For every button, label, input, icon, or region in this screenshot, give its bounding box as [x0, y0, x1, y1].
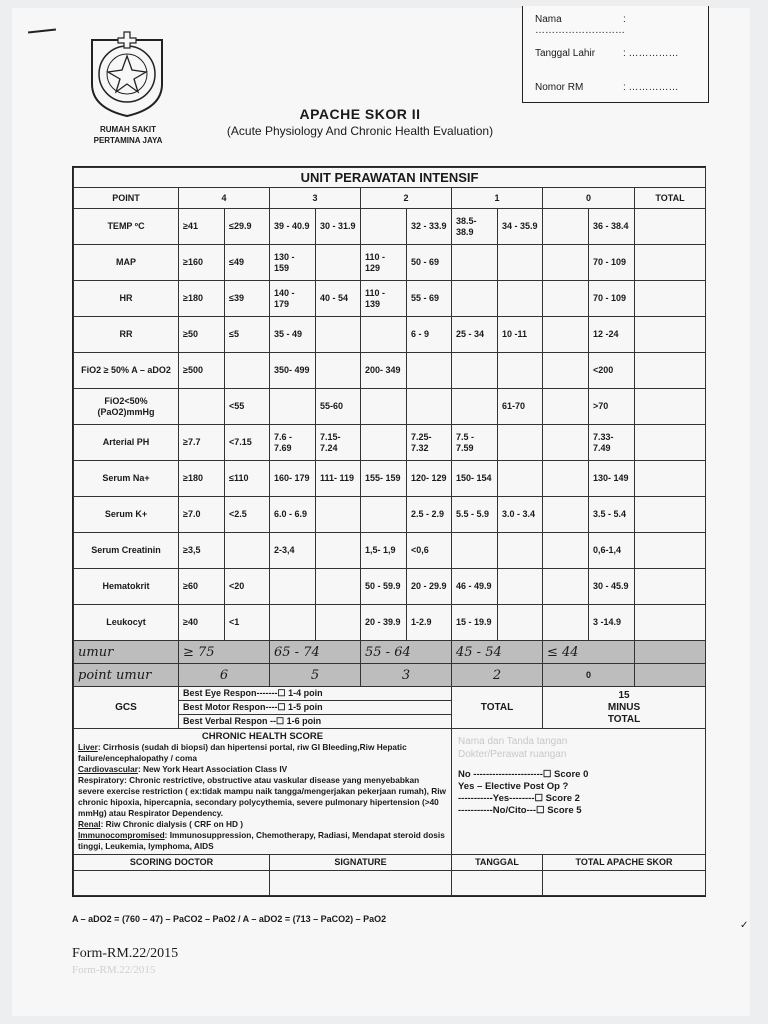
- form-code-ghost: Form-RM.22/2015: [72, 964, 156, 976]
- range-cell: ≥500: [179, 353, 225, 389]
- range-cell: 25 - 34: [452, 317, 498, 353]
- range-cell: ≤49: [225, 245, 270, 281]
- parameter-label: Serum Na+: [74, 461, 179, 497]
- range-cell: [316, 497, 361, 533]
- aado2-formula: A – aDO2 = (760 – 47) – PaCO2 – PaO2 / A – aDO2 = (713 – PaCO2) – PaO2: [72, 914, 387, 924]
- minus-line-1: 15: [618, 689, 630, 701]
- age-2: 55 - 64: [361, 641, 452, 664]
- range-cell: 55 - 69: [407, 281, 452, 317]
- range-cell: 6 - 9: [407, 317, 452, 353]
- range-cell: 5.5 - 5.9: [452, 497, 498, 533]
- range-cell: [361, 497, 407, 533]
- hospital-logo: [84, 26, 170, 118]
- chronic-score-panel: [452, 729, 706, 855]
- row-total-cell[interactable]: [635, 281, 706, 317]
- immuno-criteria: [78, 830, 447, 852]
- parameter-label: Serum Creatinin: [74, 533, 179, 569]
- range-cell: 40 - 54: [316, 281, 361, 317]
- score-yes-question: Yes – Elective Post Op ?: [458, 781, 569, 792]
- signature-field[interactable]: [270, 871, 452, 896]
- col-1: 1: [452, 188, 543, 209]
- hospital-line-2: PERTAMINA JAYA: [93, 136, 163, 145]
- score-no-cito[interactable]: -----------No/Cito---☐ Score 5: [458, 805, 582, 816]
- range-cell: 130 - 159: [270, 245, 316, 281]
- age-point-label: point umur: [74, 664, 179, 687]
- cardio-heading: Cardiovascular: [78, 764, 138, 774]
- range-cell: <0,6: [407, 533, 452, 569]
- age-row: [74, 641, 706, 664]
- gcs-total-label: TOTAL: [452, 687, 543, 729]
- range-cell: [543, 533, 589, 569]
- range-cell: [179, 389, 225, 425]
- parameter-label: Serum K+: [74, 497, 179, 533]
- parameter-label: Leukocyt: [74, 605, 179, 641]
- range-cell: [543, 245, 589, 281]
- range-cell: 3.0 - 3.4: [498, 497, 543, 533]
- range-cell: [361, 425, 407, 461]
- tanggal-field[interactable]: [452, 871, 543, 896]
- range-cell: 46 - 49.9: [452, 569, 498, 605]
- rm-field[interactable]: : ……………: [623, 82, 679, 93]
- gcs-eye[interactable]: Best Eye Respon-------☐ 1-4 poin: [179, 687, 451, 701]
- age-point-2: 3: [361, 664, 452, 687]
- range-cell: [543, 209, 589, 245]
- row-total-cell[interactable]: [635, 533, 706, 569]
- range-cell: [452, 389, 498, 425]
- table-row: [74, 533, 706, 569]
- range-cell: 20 - 29.9: [407, 569, 452, 605]
- dob-row: [535, 48, 679, 59]
- scoring-doctor-field[interactable]: [74, 871, 270, 896]
- range-cell: 3.5 - 5.4: [589, 497, 635, 533]
- scoring-doctor-label: SCORING DOCTOR: [74, 855, 270, 871]
- row-total-cell[interactable]: [635, 461, 706, 497]
- ghost-line-1: Nama dan Tanda tangan: [458, 736, 568, 747]
- age-4: ≥ 75: [179, 641, 270, 664]
- form-code: Form-RM.22/2015: [72, 946, 179, 961]
- range-cell: 155- 159: [361, 461, 407, 497]
- range-cell: 111- 119: [316, 461, 361, 497]
- patient-identity-box: [522, 6, 709, 103]
- row-total-cell[interactable]: [635, 605, 706, 641]
- gcs-motor[interactable]: Best Motor Respon----☐ 1-5 poin: [179, 701, 451, 715]
- range-cell: [452, 281, 498, 317]
- range-cell: [498, 425, 543, 461]
- age-3: 65 - 74: [270, 641, 361, 664]
- range-cell: ≤29.9: [225, 209, 270, 245]
- parameter-label: Hematokrit: [74, 569, 179, 605]
- renal-heading: Renal: [78, 819, 101, 829]
- name-field[interactable]: : ………………………: [535, 14, 626, 36]
- range-cell: <20: [225, 569, 270, 605]
- range-cell: [270, 389, 316, 425]
- range-cell: [407, 353, 452, 389]
- rm-label: Nomor RM: [535, 82, 584, 93]
- range-cell: ≥41: [179, 209, 225, 245]
- range-cell: [543, 389, 589, 425]
- range-cell: [543, 317, 589, 353]
- dob-label: Tanggal Lahir: [535, 48, 596, 59]
- row-total-cell[interactable]: [635, 317, 706, 353]
- table-row: [74, 569, 706, 605]
- range-cell: [361, 209, 407, 245]
- liver-heading: Liver: [78, 742, 98, 752]
- signature-header-row: [74, 855, 706, 871]
- gcs-row: [74, 687, 706, 729]
- range-cell: [225, 353, 270, 389]
- range-cell: 39 - 40.9: [270, 209, 316, 245]
- range-cell: 1,5- 1,9: [361, 533, 407, 569]
- cardio-criteria: [78, 764, 447, 775]
- range-cell: ≥7.7: [179, 425, 225, 461]
- range-cell: 200- 349: [361, 353, 407, 389]
- range-cell: 12 -24: [589, 317, 635, 353]
- hospital-name: [80, 124, 176, 146]
- gcs-verbal[interactable]: Best Verbal Respon --☐ 1-6 poin: [183, 716, 322, 726]
- range-cell: [270, 605, 316, 641]
- header-row: [74, 188, 706, 209]
- range-cell: 36 - 38.4: [589, 209, 635, 245]
- range-cell: [543, 569, 589, 605]
- range-cell: 150- 154: [452, 461, 498, 497]
- age-0: ≤ 44: [543, 641, 635, 664]
- range-cell: [498, 605, 543, 641]
- col-0: 0: [543, 188, 635, 209]
- range-cell: [452, 353, 498, 389]
- age-point-4: 6: [179, 664, 270, 687]
- chronic-title: CHRONIC HEALTH SCORE: [201, 731, 324, 742]
- page-subtitle: (Acute Physiology And Chronic Health Evaluation): [226, 124, 494, 138]
- range-cell: 61-70: [498, 389, 543, 425]
- row-total-cell[interactable]: [635, 389, 706, 425]
- age-point-3: 5: [270, 664, 361, 687]
- range-cell: 32 - 33.9: [407, 209, 452, 245]
- range-cell: 15 - 19.9: [452, 605, 498, 641]
- range-cell: 38.5- 38.9: [452, 209, 498, 245]
- range-cell: <7.15: [225, 425, 270, 461]
- total-apache-field[interactable]: [543, 871, 706, 896]
- range-cell: 110 - 129: [361, 245, 407, 281]
- range-cell: 7.25- 7.32: [407, 425, 452, 461]
- col-total: TOTAL: [635, 188, 706, 209]
- table-row: [74, 281, 706, 317]
- range-cell: [316, 605, 361, 641]
- range-cell: ≥7.0: [179, 497, 225, 533]
- range-cell: ≥3,5: [179, 533, 225, 569]
- score-grid: [73, 167, 706, 896]
- range-cell: [316, 353, 361, 389]
- range-cell: [316, 569, 361, 605]
- range-cell: [543, 605, 589, 641]
- table-row: [74, 605, 706, 641]
- range-cell: 7.33- 7.49: [589, 425, 635, 461]
- renal-criteria: [78, 819, 447, 830]
- range-cell: ≥40: [179, 605, 225, 641]
- immuno-text: : Immunosuppression, Chemotherapy, Radiasi, Mendapat steroid dosis tinggi, Leukemia, lymphoma, AIDS: [78, 830, 445, 851]
- score-no[interactable]: No ----------------------☐ Score 0: [458, 769, 589, 780]
- range-cell: [316, 245, 361, 281]
- page-title: APACHE SKOR II: [299, 106, 421, 122]
- range-cell: [543, 497, 589, 533]
- name-label: Nama: [535, 14, 562, 25]
- range-cell: [498, 353, 543, 389]
- row-total-cell[interactable]: [635, 245, 706, 281]
- range-cell: [361, 317, 407, 353]
- apache-table: [72, 166, 706, 897]
- age-label: umur: [74, 641, 179, 664]
- range-cell: 30 - 31.9: [316, 209, 361, 245]
- range-cell: [407, 389, 452, 425]
- score-yes[interactable]: -----------Yes--------☐ Score 2: [458, 793, 580, 804]
- liver-text: : Cirrhosis (sudah di biopsi) dan hipertensi portal, riw GI Bleeding,Riw Hepatic failure/encephalopathy / coma: [78, 742, 407, 763]
- liver-criteria: [78, 742, 447, 764]
- range-cell: 30 - 45.9: [589, 569, 635, 605]
- table-row: [74, 425, 706, 461]
- table-row: [74, 497, 706, 533]
- renal-text: : Riw Chronic dialysis ( CRF on HD ): [100, 819, 244, 829]
- range-cell: 7.15- 7.24: [316, 425, 361, 461]
- col-2: 2: [361, 188, 452, 209]
- range-cell: 20 - 39.9: [361, 605, 407, 641]
- age-1: 45 - 54: [452, 641, 543, 664]
- range-cell: ≥180: [179, 461, 225, 497]
- col-3: 3: [270, 188, 361, 209]
- age-point-1: 2: [452, 664, 543, 687]
- range-cell: [498, 461, 543, 497]
- range-cell: [270, 569, 316, 605]
- range-cell: 10 -11: [498, 317, 543, 353]
- range-cell: 7.6 - 7.69: [270, 425, 316, 461]
- parameter-label: MAP: [74, 245, 179, 281]
- range-cell: 50 - 69: [407, 245, 452, 281]
- edge-mark: ✓: [740, 920, 749, 931]
- parameter-rows: [74, 209, 706, 641]
- parameter-label: RR: [74, 317, 179, 353]
- immuno-heading: Immunocompromised: [78, 830, 165, 840]
- range-cell: <200: [589, 353, 635, 389]
- range-cell: [498, 533, 543, 569]
- tanggal-label: TANGGAL: [452, 855, 543, 871]
- parameter-label: FiO2 ≥ 50% A – aDO2: [74, 353, 179, 389]
- cardio-text: : New York Heart Association Class IV: [137, 764, 288, 774]
- range-cell: 0,6-1,4: [589, 533, 635, 569]
- name-row: [535, 14, 708, 36]
- range-cell: [498, 281, 543, 317]
- age-point-row: [74, 664, 706, 687]
- range-cell: <2.5: [225, 497, 270, 533]
- signature-row: [74, 871, 706, 896]
- signature-label: SIGNATURE: [270, 855, 452, 871]
- range-cell: 2-3,4: [270, 533, 316, 569]
- range-cell: 130- 149: [589, 461, 635, 497]
- range-cell: 7.5 - 7.59: [452, 425, 498, 461]
- range-cell: [543, 461, 589, 497]
- range-cell: 350- 499: [270, 353, 316, 389]
- table-row: [74, 209, 706, 245]
- gcs-components: [179, 687, 452, 729]
- range-cell: [498, 569, 543, 605]
- range-cell: 55-60: [316, 389, 361, 425]
- row-total-cell[interactable]: [635, 425, 706, 461]
- range-cell: ≥160: [179, 245, 225, 281]
- chronic-health-row: [74, 729, 706, 855]
- col-point: POINT: [74, 188, 179, 209]
- age-point-total[interactable]: [635, 664, 706, 687]
- chronic-health-text: [74, 729, 452, 855]
- table-row: [74, 245, 706, 281]
- parameter-label: FiO2<50% (PaO2)mmHg: [74, 389, 179, 425]
- range-cell: 3 -14.9: [589, 605, 635, 641]
- range-cell: ≤5: [225, 317, 270, 353]
- range-cell: [316, 317, 361, 353]
- range-cell: 120- 129: [407, 461, 452, 497]
- range-cell: 110 - 139: [361, 281, 407, 317]
- range-cell: 70 - 109: [589, 245, 635, 281]
- range-cell: 35 - 49: [270, 317, 316, 353]
- range-cell: ≥60: [179, 569, 225, 605]
- range-cell: [498, 245, 543, 281]
- gcs-label: GCS: [74, 687, 179, 729]
- parameter-label: HR: [74, 281, 179, 317]
- range-cell: 2.5 - 2.9: [407, 497, 452, 533]
- range-cell: [361, 389, 407, 425]
- resp-criteria: Respiratory: Chronic restrictive, obstructive atau vaskular disease yang menyebabkan severe exercise restriction ( ex:tidak mampu naik tangga/mengerjakan pekerjaan rumah), Riw chronic hipoxia, hipercapnia, secondary polycythemia, severe pulmonary hipertension (>40 mmHg) atau Respirator Dependency.: [78, 775, 446, 818]
- range-cell: [543, 281, 589, 317]
- row-total-cell[interactable]: [635, 209, 706, 245]
- minus-line-3: TOTAL: [607, 713, 641, 725]
- total-apache-label: TOTAL APACHE SKOR: [543, 855, 706, 871]
- range-cell: [316, 533, 361, 569]
- range-cell: ≥180: [179, 281, 225, 317]
- range-cell: 140 - 179: [270, 281, 316, 317]
- row-total-cell[interactable]: [635, 497, 706, 533]
- range-cell: ≤39: [225, 281, 270, 317]
- table-row: [74, 353, 706, 389]
- table-row: [74, 389, 706, 425]
- range-cell: [543, 353, 589, 389]
- range-cell: 6.0 - 6.9: [270, 497, 316, 533]
- table-row: [74, 317, 706, 353]
- range-cell: [452, 533, 498, 569]
- ghost-line-2: Dokter/Perawat ruangan: [458, 749, 567, 760]
- rm-row: [535, 82, 679, 93]
- parameter-label: Arterial PH: [74, 425, 179, 461]
- range-cell: ≥50: [179, 317, 225, 353]
- hospital-line-1: RUMAH SAKIT: [100, 125, 156, 134]
- parameter-label: TEMP ºC: [74, 209, 179, 245]
- unit-title: UNIT PERAWATAN INTENSIF: [74, 168, 706, 188]
- range-cell: [452, 245, 498, 281]
- col-4: 4: [179, 188, 270, 209]
- range-cell: >70: [589, 389, 635, 425]
- range-cell: 70 - 109: [589, 281, 635, 317]
- range-cell: [543, 425, 589, 461]
- range-cell: 160- 179: [270, 461, 316, 497]
- range-cell: <55: [225, 389, 270, 425]
- range-cell: 50 - 59.9: [361, 569, 407, 605]
- dob-field[interactable]: : ……………: [623, 48, 679, 59]
- age-point-0: 0: [543, 664, 635, 687]
- range-cell: [225, 533, 270, 569]
- gcs-minus-total: [543, 687, 706, 729]
- row-total-cell[interactable]: [635, 569, 706, 605]
- row-total-cell[interactable]: [635, 353, 706, 389]
- range-cell: ≤110: [225, 461, 270, 497]
- minus-line-2: MINUS: [607, 701, 641, 713]
- age-total[interactable]: [635, 641, 706, 664]
- range-cell: <1: [225, 605, 270, 641]
- table-row: [74, 461, 706, 497]
- range-cell: 34 - 35.9: [498, 209, 543, 245]
- range-cell: 1-2.9: [407, 605, 452, 641]
